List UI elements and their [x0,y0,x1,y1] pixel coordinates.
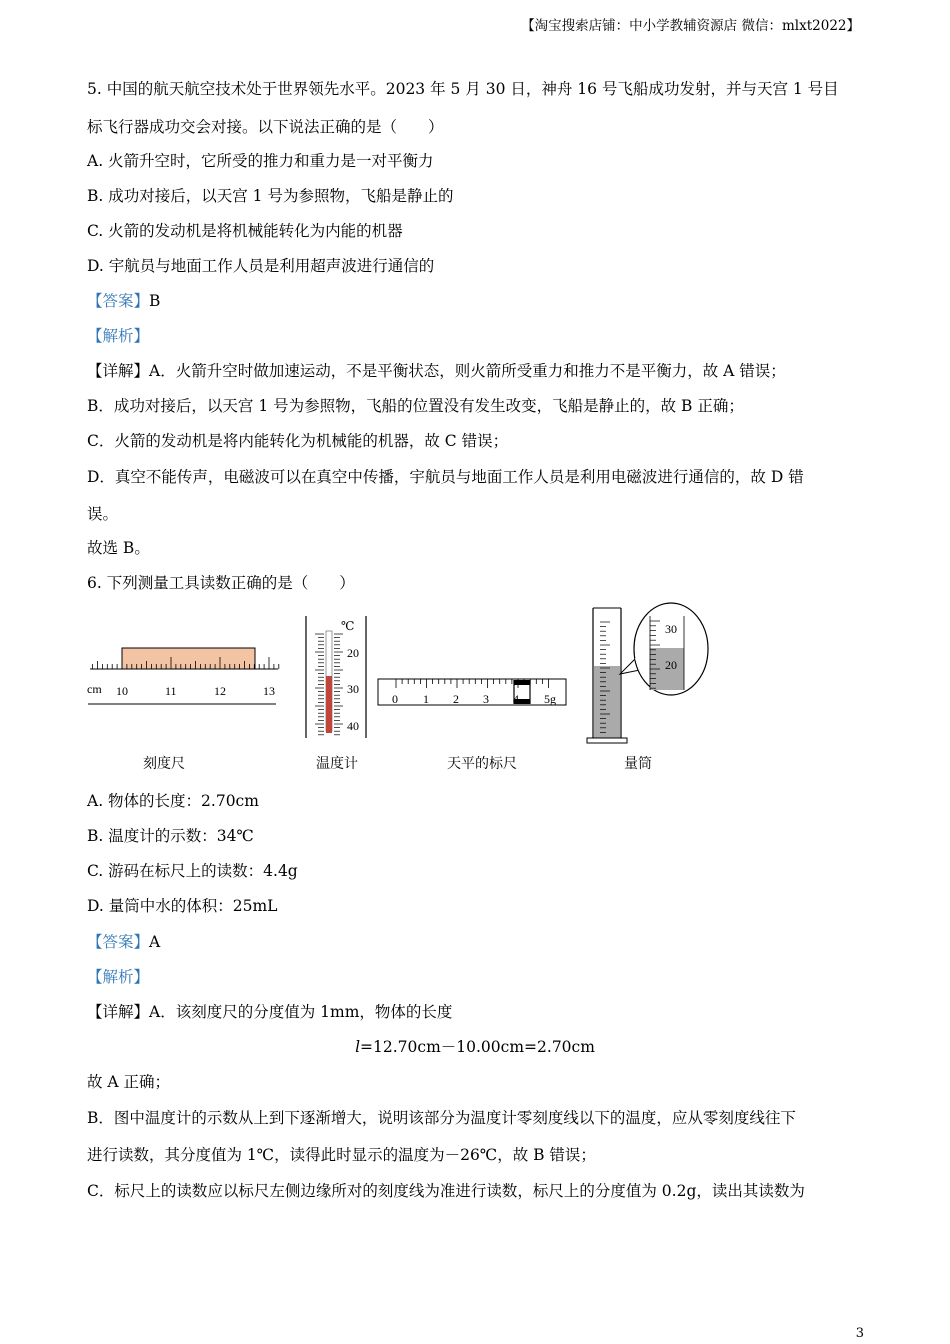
q5-detail-a [87,359,786,381]
q6-answer-value: A [149,933,161,951]
caption-balance: 天平的标尺 [447,757,517,772]
thermometer-unit: ℃ [341,619,355,633]
q5-conclusion: 故选 B。 [87,539,150,557]
balance-tick-1: 1 [423,692,429,706]
thermometer-figure [306,616,366,738]
ruler-figure [87,648,279,704]
measuring-tools-figure [0,596,950,781]
q6-answer-tag: 【答案】 [87,933,150,951]
q5-detail-b: B．成功对接后，以天宫 1 号为参照物，飞船的位置没有发生改变，飞船是静止的，故 B 正确； [87,397,744,415]
balance-tick-3: 3 [483,692,489,706]
page-number: 3 [855,1326,864,1341]
balance-tick-5g: 5g [544,692,556,706]
balance-tick-4: 4 [513,692,519,706]
q6-detail-tag: 【详解】 [87,1003,150,1021]
q5-analysis-tag: 【解析】 [87,327,150,345]
balance-tick-0: 0 [392,692,398,706]
q5-option-c: C. 火箭的发动机是将机械能转化为内能的机器 [87,222,403,240]
thermo-tick-20: 20 [347,646,359,660]
q6-option-c: C. 游码在标尺上的读数：4.4g [87,862,298,880]
q6-detail-b-line-2: 进行读数，其分度值为 1℃，读得此时显示的温度为－26℃，故 B 错误； [87,1146,596,1164]
ruler-tick-12: 12 [214,684,226,698]
q6-analysis-tag: 【解析】 [87,968,150,986]
q5-answer-tag: 【答案】 [87,292,150,310]
q5-stem-line-2: 标飞行器成功交会对接。以下说法正确的是（ ） [87,118,444,136]
q5-detail-c: C．火箭的发动机是将内能转化为机械能的机器，故 C 错误； [87,432,509,450]
cylinder-water [594,666,620,738]
ruler-tick-13: 13 [263,684,275,698]
q6-answer [87,930,160,952]
q5-detail-d-line-2: 误。 [87,505,119,523]
cylinder-tick-20: 20 [665,658,677,672]
cylinder-tick-30: 30 [665,622,677,636]
q5-option-d: D. 宇航员与地面工作人员是利用超声波进行通信的 [87,257,435,275]
graduated-cylinder-figure [587,603,708,743]
q6-detail-a-text: A．该刻度尺的分度值为 1mm，物体的长度 [149,1003,453,1021]
q6-detail-c-line-1: C．标尺上的读数应以标尺左侧边缘所对的刻度线为准进行读数，标尺上的分度值为 0.2g，读出其读数为 [87,1182,805,1200]
q6-detail-b-line-1: B．图中温度计的示数从上到下逐渐增大，说明该部分为温度计零刻度线以下的温度，应从零刻度线往下 [87,1109,796,1127]
formula-variable: l [355,1038,361,1056]
q5-detail-tag: 【详解】 [87,362,150,380]
q5-option-a: A. 火箭升空时，它所受的推力和重力是一对平衡力 [87,152,434,170]
balance-tick-2: 2 [453,692,459,706]
formula-expression: =12.70cm－10.00cm=2.70cm [360,1038,595,1056]
q5-answer [87,289,160,311]
caption-cylinder: 量筒 [624,757,652,772]
q6-option-a: A. 物体的长度：2.70cm [87,792,259,810]
q6-stem: 6. 下列测量工具读数正确的是（ ） [87,574,355,592]
q6-option-b: B. 温度计的示数：34℃ [87,827,254,845]
page-header: 【淘宝搜索店铺：中小学教辅资源店 微信：mlxt2022】 [521,18,860,34]
rider-top [514,680,530,685]
caption-thermometer: 温度计 [316,757,358,772]
caption-ruler: 刻度尺 [143,757,185,772]
thermo-tick-30: 30 [347,682,359,696]
ruler-tick-10: 10 [116,684,128,698]
balance-scale-figure [378,679,566,706]
q5-detail-a-text: A．火箭升空时做加速运动，不是平衡状态，则火箭所受重力和推力不是平衡力，故 A 错误； [149,362,786,380]
q6-detail-a [87,1000,452,1022]
q6-detail-a-conclusion: 故 A 正确； [87,1073,171,1091]
q6-option-d: D. 量筒中水的体积：25mL [87,897,278,915]
ruler-tick-11: 11 [165,684,177,698]
thermo-tick-40: 40 [347,719,359,733]
q5-detail-d-line-1: D．真空不能传声，电磁波可以在真空中传播，宇航员与地面工作人员是利用电磁波进行通信的，故 D 错 [87,468,804,486]
thermometer-liquid-column [326,676,332,733]
ruler-unit: cm [87,682,102,696]
q5-stem-line-1: 5. 中国的航天航空技术处于世界领先水平。2023 年 5 月 30 日，神舟 16 号飞船成功发射，并与天宫 1 号目 [87,80,839,98]
q5-answer-value: B [149,292,161,310]
q6-formula [0,1035,950,1057]
q5-option-b: B. 成功对接后，以天宫 1 号为参照物，飞船是静止的 [87,187,454,205]
